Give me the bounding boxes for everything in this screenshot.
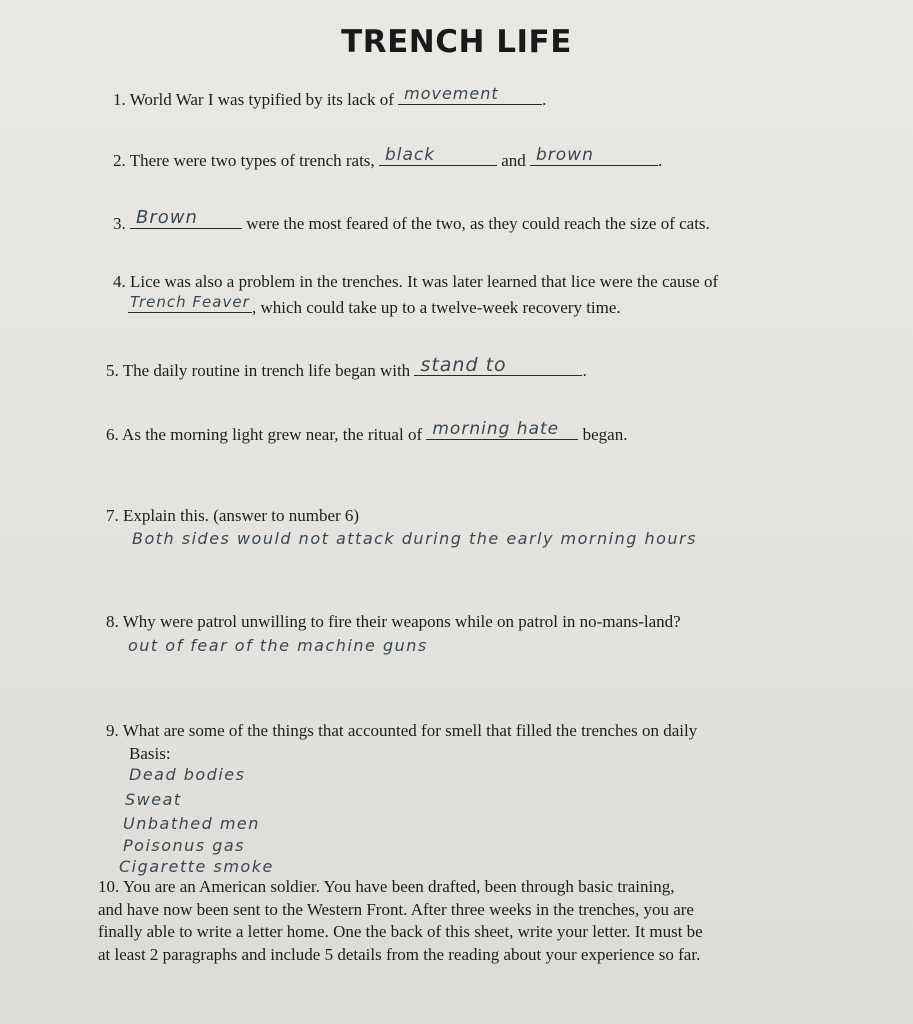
- question-8-answer: out of fear of the machine guns: [128, 636, 428, 655]
- question-7: 7. Explain this. (answer to number 6): [106, 506, 360, 525]
- question-2-answer-1: black: [384, 145, 436, 165]
- page-title: TRENCH LIFE: [341, 24, 572, 60]
- question-1-blank: [398, 86, 542, 105]
- question-4-blank: [128, 294, 252, 313]
- question-9-answer: Dead bodies: [129, 765, 246, 784]
- question-2-blank-1: [379, 147, 497, 166]
- question-2-blank-2: [530, 147, 658, 166]
- question-6-end: began.: [578, 425, 628, 444]
- question-3-text: were the most feared of the two, as they could reach the size of cats.: [242, 214, 710, 233]
- question-5: [106, 354, 587, 381]
- question-6-blank: [426, 421, 578, 440]
- question-2-answer-2: brown: [535, 145, 594, 165]
- question-6-text: 6. As the morning light grew near, the ritual of: [106, 425, 427, 444]
- question-5-answer: stand to: [420, 354, 507, 376]
- question-3-num: 3.: [113, 214, 130, 233]
- question-9-answer: Poisonus gas: [123, 836, 246, 855]
- question-2-end: .: [657, 151, 663, 170]
- question-4-text: , which could take up to a twelve-week recovery time.: [252, 298, 621, 317]
- question-1-text: 1. World War I was typified by its lack of: [113, 90, 399, 109]
- question-1-answer: movement: [404, 84, 499, 103]
- question-6-answer: morning hate: [432, 419, 560, 439]
- question-4-line-1: 4. Lice was also a problem in the trenches. It was later learned that lice were the cause of: [113, 272, 719, 291]
- question-1-end: .: [542, 90, 547, 109]
- question-2: [113, 147, 662, 171]
- question-9-answer: Unbathed men: [123, 814, 260, 833]
- question-8: 8. Why were patrol unwilling to fire their weapons while on patrol in no-mans-land?: [106, 612, 681, 631]
- question-6: [106, 421, 627, 445]
- question-10-line: and have now been sent to the Western Front. After three weeks in the trenches, you are: [98, 900, 694, 919]
- question-9-line-2: Basis:: [129, 744, 171, 763]
- question-2-text: 2. There were two types of trench rats,: [113, 151, 379, 170]
- question-5-end: .: [582, 361, 587, 380]
- question-9-answer: Cigarette smoke: [119, 857, 274, 876]
- question-9-answer: Sweat: [125, 790, 182, 809]
- question-10-line: finally able to write a letter home. One the back of this sheet, write your letter. It must be: [98, 922, 703, 941]
- question-3: [113, 207, 710, 234]
- question-4-answer: Trench Feaver: [130, 293, 250, 311]
- question-5-blank: [414, 354, 582, 376]
- question-4-line-2: [128, 294, 621, 318]
- question-3-answer: Brown: [136, 207, 198, 228]
- question-2-mid: and: [496, 151, 530, 170]
- question-7-answer: Both sides would not attack during the early morning hours: [132, 529, 697, 548]
- question-3-blank: [130, 207, 242, 229]
- question-1: [113, 86, 546, 110]
- question-10-line: 10. You are an American soldier. You have been drafted, been through basic training,: [98, 877, 675, 896]
- question-5-text: 5. The daily routine in trench life began with: [106, 361, 415, 380]
- question-10-line: at least 2 paragraphs and include 5 details from the reading about your experience so far.: [98, 945, 701, 964]
- question-9-line-1: 9. What are some of the things that accounted for smell that filled the trenches on daily: [106, 721, 698, 740]
